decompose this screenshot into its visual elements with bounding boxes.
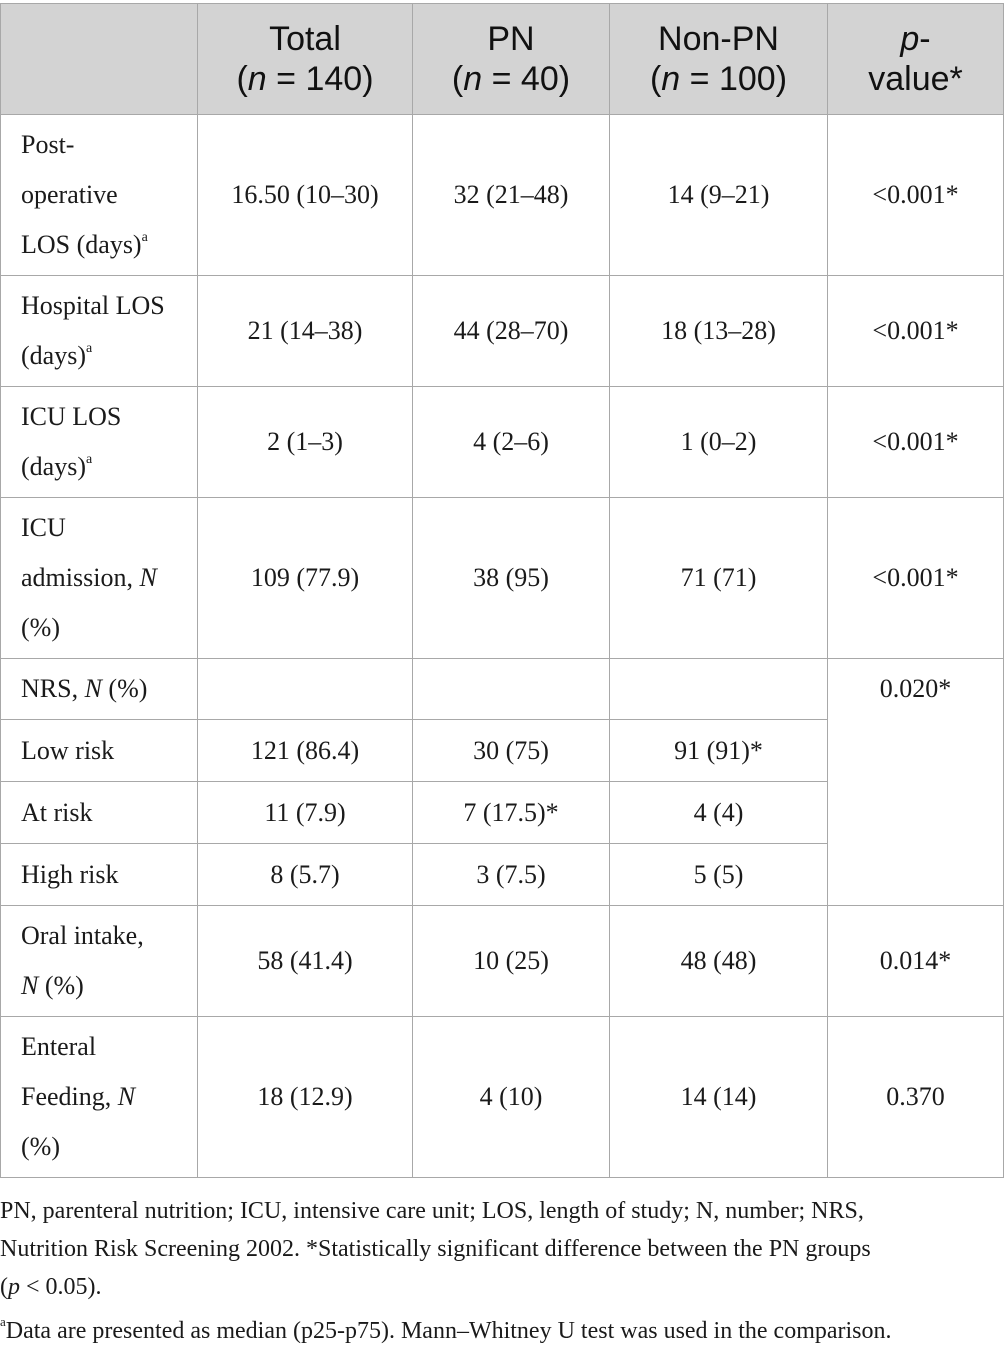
cell-p-value: 0.014*	[828, 906, 1004, 1017]
table-row	[1, 276, 1004, 387]
cell-p-value: <0.001*	[828, 115, 1004, 276]
row-label: High risk	[1, 844, 198, 906]
cell-nonpn	[610, 659, 828, 720]
cell-p-value: <0.001*	[828, 387, 1004, 498]
cell-pn	[413, 659, 610, 720]
cell-total: 21 (14–38)	[198, 276, 413, 387]
table-row	[1, 115, 1004, 276]
cell-pn: 4 (10)	[413, 1017, 610, 1178]
median-footnote: $^a$Data are presented as median (p25-p75). Mann–Whitney U test was used in the comparison.	[0, 1314, 892, 1344]
cell-total: 58 (41.4)	[198, 906, 413, 1017]
row-label: Low risk	[1, 720, 198, 782]
results-table	[0, 3, 1004, 1178]
cell-pn: 10 (25)	[413, 906, 610, 1017]
cell-total: 121 (86.4)	[198, 720, 413, 782]
cell-p-value: <0.001*	[828, 276, 1004, 387]
cell-p-value: 0.020*	[828, 659, 1004, 906]
cell-pn: 30 (75)	[413, 720, 610, 782]
header-pn: PN (n = 40)	[413, 4, 610, 115]
cell-p-value: <0.001*	[828, 498, 1004, 659]
cell-pn: 7 (17.5)*	[413, 782, 610, 844]
cell-total	[198, 659, 413, 720]
cell-pn: 44 (28–70)	[413, 276, 610, 387]
cell-nonpn: 91 (91)*	[610, 720, 828, 782]
cell-nonpn: 4 (4)	[610, 782, 828, 844]
row-label: ICU admission, N (%)	[1, 498, 198, 659]
table-row	[1, 387, 1004, 498]
cell-nonpn: 14 (9–21)	[610, 115, 828, 276]
table-row	[1, 1017, 1004, 1178]
cell-total: 11 (7.9)	[198, 782, 413, 844]
table-footnotes	[0, 1192, 1003, 1350]
cell-nonpn: 71 (71)	[610, 498, 828, 659]
header-total: Total (n = 140)	[198, 4, 413, 115]
row-label: ICU LOS (days)$^a$	[1, 387, 198, 498]
header-row	[1, 4, 1004, 115]
cell-p-value: 0.370	[828, 1017, 1004, 1178]
cell-total: 16.50 (10–30)	[198, 115, 413, 276]
cell-total: 2 (1–3)	[198, 387, 413, 498]
table-row	[1, 659, 1004, 720]
row-label: At risk	[1, 782, 198, 844]
cell-pn: 38 (95)	[413, 498, 610, 659]
abbreviation-footnote: PN, parenteral nutrition; ICU, intensive care unit; LOS, length of study; N, number; NRS, Nutrition Risk Screening 2002. *Statistically significant difference between the PN groups (p < 0.05).	[0, 1198, 871, 1300]
header-label	[1, 4, 198, 115]
cell-pn: 3 (7.5)	[413, 844, 610, 906]
cell-pn: 4 (2–6)	[413, 387, 610, 498]
row-label: Hospital LOS (days)$^a$	[1, 276, 198, 387]
cell-pn: 32 (21–48)	[413, 115, 610, 276]
row-label: NRS, N (%)	[1, 659, 198, 720]
row-label: Oral intake, N (%)	[1, 906, 198, 1017]
cell-total: 18 (12.9)	[198, 1017, 413, 1178]
cell-nonpn: 5 (5)	[610, 844, 828, 906]
cell-nonpn: 1 (0–2)	[610, 387, 828, 498]
cell-total: 109 (77.9)	[198, 498, 413, 659]
table-row	[1, 906, 1004, 1017]
cell-total: 8 (5.7)	[198, 844, 413, 906]
cell-nonpn: 48 (48)	[610, 906, 828, 1017]
table-row	[1, 498, 1004, 659]
cell-nonpn: 14 (14)	[610, 1017, 828, 1178]
header-nonpn: Non-PN (n = 100)	[610, 4, 828, 115]
cell-nonpn: 18 (13–28)	[610, 276, 828, 387]
header-p-value: p- value*	[828, 4, 1004, 115]
row-label: Enteral Feeding, N (%)	[1, 1017, 198, 1178]
row-label: Post- operative LOS (days)$^a$	[1, 115, 198, 276]
